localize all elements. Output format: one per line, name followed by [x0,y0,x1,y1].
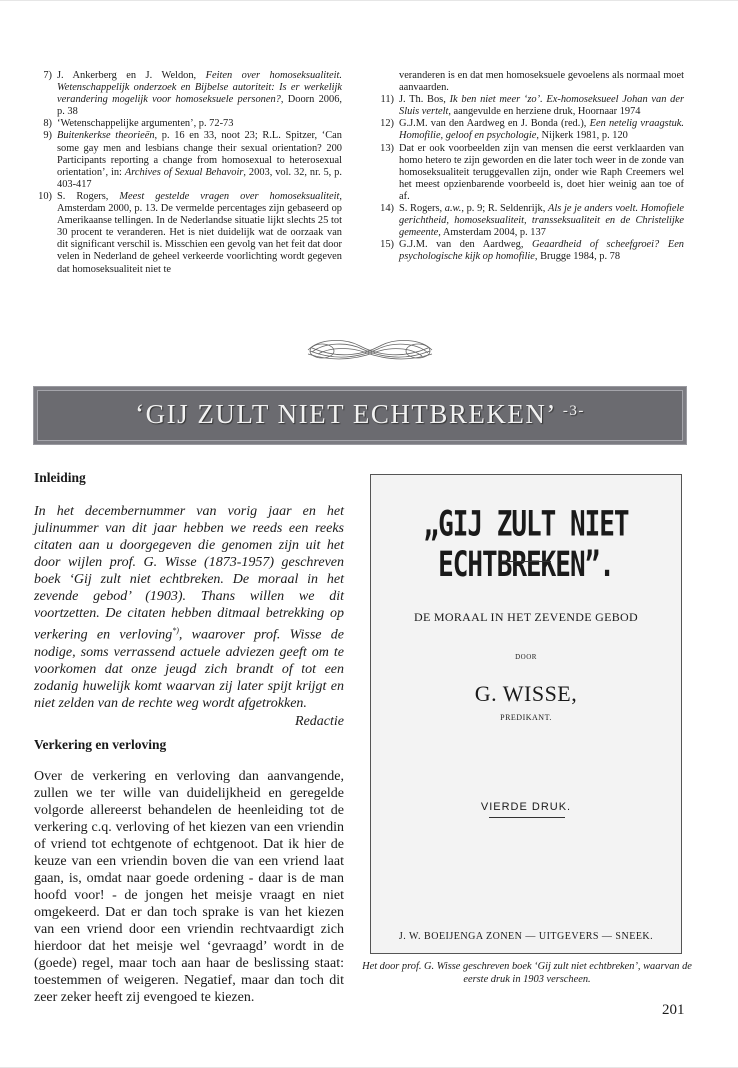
footnote [30,191,342,276]
footnote-number: 14) [380,203,394,215]
footnote-number: 13) [380,142,394,154]
footnote-text: veranderen is en dat men homoseksuele gevoelens als normaal moet aanvaarden. [399,70,684,94]
footnote-text: J. Ankerberg en J. Weldon, Feiten over homoseksualiteit. Wetenschappelijk onderzoek en Bijbelse autoriteit: Is er werkelijk verandering mogelijk voor homoseksuele personen?, Doorn 2006, p. 38 [57,70,342,118]
book-title: „GIJ ZULT NIET ECHTBREKEN”. [423,504,629,586]
footnote-number: 11) [380,94,394,106]
footnote-text: Buitenkerkse theorieën, p. 16 en 33, noot 23; R.L. Spitzer, ‘Can some gay men and lesbians change their sexual orientation? 200 Participants reporting a change from homosexual to heterosexual orientation’, in: Archives of Sexual Behavoir, 2003, vol. 32, nr. 5, p. 403-417 [57,130,342,190]
footnote-text: Dat er ook voorbeelden zijn van mensen die eerst verklaarden van homo hetero te zijn geworden en die later toch weer in de zonde van homoseksualiteit teruggevallen zijn, onder wie Raph Creemers wel het meest opzienbarende voorbeeld is, doet hier weinig aan toe of af. [399,142,684,202]
page-number: 201 [662,1002,685,1018]
footnote [372,203,684,239]
image-caption: Het door prof. G. Wisse geschreven boek ‘Gij zult niet echtbreken’, waarvan de eerste druk in 1903 verscheen. [362,961,692,985]
footnote-number: 9) [43,130,52,142]
footnote [372,94,684,118]
footnote-text: ‘Wetenschappelijke argumenten’, p. 72-73 [57,118,234,130]
book-title-rule [501,561,551,562]
flourish-ornament-icon [300,320,440,380]
footnote-number: 12) [380,118,394,130]
intro-signature: Redactie [295,713,344,729]
article-part-number: -3- [562,403,585,419]
book-edition: VIERDE DRUK. [480,801,572,813]
book-author: G. WISSE, [474,681,578,706]
footnote-mark: *) [172,626,179,635]
footnote [30,130,342,190]
section-heading: Verkering en verloving [34,737,167,752]
footnote [30,118,342,130]
footnotes-right [372,70,684,264]
footnote [372,70,684,94]
book-author-role: PREDIKANT. [500,713,552,722]
article-title: ‘GIJ ZULT NIET ECHTBREKEN’ $^{-3-}$ [135,399,585,429]
book-cover-image [370,474,682,954]
book-publisher: J. W. BOEIJENGA ZONEN — UITGEVERS — SNEEK. [398,931,654,942]
intro-text: In het decembernummer van vorig jaar en het julinummer van dit jaar hebben we reeds een reeks citaten aan u doorgegeven die genomen zijn uit het door wijlen prof. G. Wisse (1873-1957) geschreven boek ‘Gij zult niet echtbreken. De moraal in het zevende gebod’ (1903). Thans willen we dit voortzetten. De citaten hebben ditmaal betrekking op verkering en verloving*), waarover prof. Wisse de nodige, soms verrassend actuele adviezen geeft om te voorkomen dat onze jeugd zich brandt of tot een zodanig huwelijk komt waarvan zij later spijt krijgt en niet zelden van de rechte weg wordt afgetrokken. [34,504,344,711]
footnote-text: G.J.M. van den Aardweg, Geaardheid of scheefgroei? Een psychologische kijk op homofilie, Brugge 1984, p. 78 [399,239,684,263]
footnote-number: 15) [380,239,394,251]
footnote [372,118,684,142]
footnote-text: S. Rogers, Meest gestelde vragen over homoseksualiteit, Amsterdam 2000, p. 13. De vermelde percentages zijn gebaseerd op Amerikaanse tellingen. In de Nederlandse situatie lijkt slechts 25 tot 30 procent te veranderen. Het is niet duidelijk wat de oorzaak van dit significant verschil is. Misschien een gevolg van het feit dat door velen in Nederland de geheel verkeerde voorlichting wordt gegeven dat homoseksualiteit niet te [57,190,342,275]
footnote [372,143,684,203]
article-title-banner [33,386,687,445]
footnote [30,70,342,118]
footnote-text: G.J.M. van den Aardweg en J. Bonda (red.), Een netelig vraagstuk. Homofilie, geloof en psychologie, Nijkerk 1981, p. 120 [399,118,685,142]
footnotes-left [30,70,342,276]
footnote-text: S. Rogers, a.w., p. 9; R. Seldenrijk, Als je je anders voelt. Homofiele gerichtheid, homoseksualiteit, transseksualiteit en de Christelijke gemeente, Amsterdam 2004, p. 137 [399,203,685,239]
footnote [372,239,684,263]
book-by: DOOR [515,653,537,661]
intro-block [34,470,344,730]
intro-heading: Inleiding [34,470,86,485]
section-body-text: Over de verkering en verloving dan aanvangende, zullen we ter wille van duidelijkheid en geregelde volgorde allereerst behandelen de heenleiding tot de verkering c.q. verloving of het kiezen van een vriendin of vriend tot echtgenote of echtgenoot. Dat ik hier de keuze van een vriendin boven die van een vriend laat gaan, is, omdat naar goede ordening - daar is de man hoofd voor! - de jongen het meisje vraagt en niet omgekeerd. Dat er dan toch sprake is van het kiezen van een vriend door een vriendin rechtvaardigt zich hierdoor dat het meisje wel ‘gevraagd’ wordt in de (goede) regel, maar toch aan haar de beslissing staat: toestemmen of weigeren. Negatief, maar dan toch dit zeer zeker heeft zij evengoed te kiezen. [34,769,344,1005]
book-subtitle: DE MORAAL IN HET ZEVENDE GEBOD [414,610,638,624]
footnote-text: J. Th. Bos, Ik ben niet meer ‘zo’. Ex-homoseksueel Johan van der Sluis vertelt, aangevulde en herziene druk, Hoornaar 1974 [399,94,684,118]
footnote-number: 8) [43,118,52,130]
footnote-number: 7) [43,70,52,81]
book-edition-rule [489,817,565,818]
footnote-number: 10) [38,190,52,202]
